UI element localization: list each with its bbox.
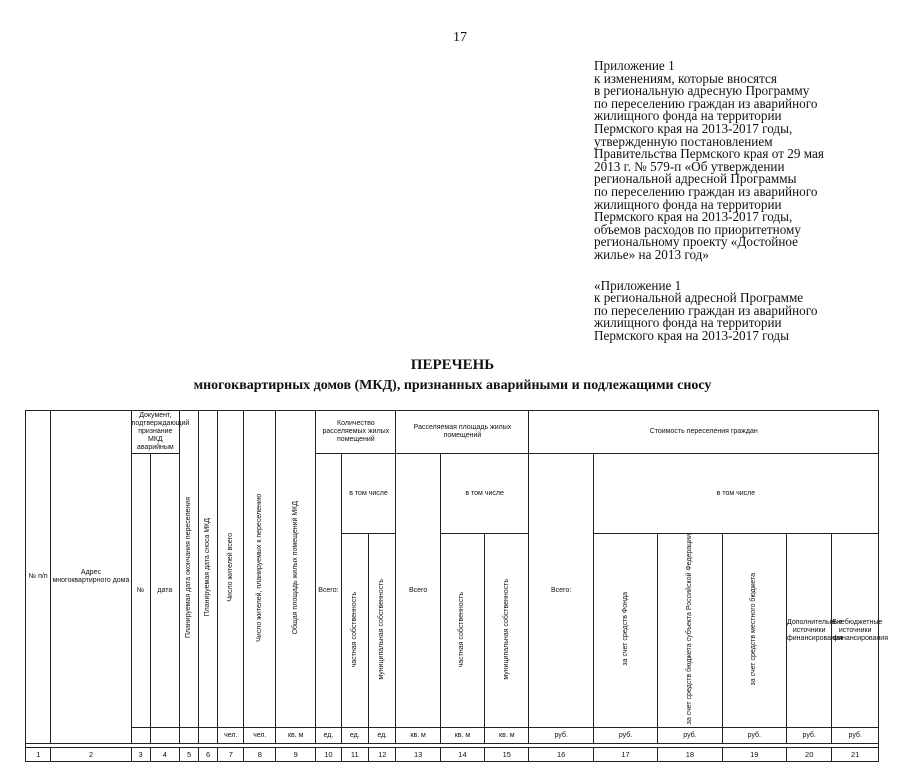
col-header-local-budget: за счет средств местного бюджета [750,572,758,686]
annex-line: к региональной адресной Программе [594,290,804,306]
col-header-area-municipal: муниципальная собственность [502,578,510,680]
col-header-document: Документ, подтверждающий признание МКД аварийным [131,411,180,454]
col-header-planned-end: Планируемая дата окончания переселения [185,497,193,639]
column-number-cell: 7 [218,748,244,762]
unit-cell: кв. м [485,728,529,744]
annex-program-text [594,277,894,343]
col-header-area-private: частная собственность [458,591,466,667]
col-header-quantity-total: Всего: [316,454,341,728]
column-number-cell: 5 [180,748,199,762]
annex-line: жилищного фонда на территории [594,108,782,124]
column-number-cell: 10 [316,748,341,762]
annex-line: по переселению граждан из аварийного [594,302,818,318]
annex-line: жилищного фонда на территории [594,315,782,331]
annex-amendment-text [594,60,894,262]
group-header-cost: Стоимость переселения граждан [529,411,879,454]
buildings-table [25,410,888,762]
col-header-quantity-private: частная собственность [350,591,358,667]
col-header-total-area: Общая площадь жилых помещений МКД [291,500,299,635]
col-header-area-total: Всего [396,454,440,728]
annex-line: по переселению граждан из аварийного [594,183,818,199]
annex-line: жилищного фонда на территории [594,196,782,212]
col-header-quantity-municipal: муниципальная собственность [378,578,386,680]
column-number-cell: 21 [832,748,879,762]
column-number-cell: 16 [529,748,593,762]
group-header-area: Расселяемая площадь жилых помещений [396,411,529,454]
column-number-cell: 2 [51,748,131,762]
col-header-federal-budget: за счет средств бюджета субъекта Российской Федерации [685,534,693,725]
column-number-cell: 1 [26,748,51,762]
col-header-fund-means: за счет средств Фонда [621,592,629,666]
col-header-no: № п/п [26,411,51,744]
unit-cell: руб. [529,728,593,744]
unit-cell: руб. [832,728,879,744]
column-number-cell: 3 [131,748,150,762]
col-header-residents-planned: Число жителей, планируемых к переселению [255,493,263,642]
annex-line: «Приложение 1 [594,277,682,293]
col-header-additional-sources: Дополнительные источники финансирования [787,534,832,728]
unit-cell: руб. [722,728,786,744]
annex-line: Пермского края на 2013-2017 годы [594,327,789,343]
column-number-cell: 19 [722,748,786,762]
unit-cell: кв. м [276,728,316,744]
unit-cell: кв. м [396,728,440,744]
annex-line: объемов расходов по приоритетному [594,221,801,237]
column-number-cell: 12 [369,748,396,762]
unit-cell: руб. [787,728,832,744]
unit-cell: чел. [218,728,244,744]
unit-cell: кв. м [440,728,484,744]
annex-line: Пермского края на 2013-2017 годы, [594,120,793,136]
column-number-cell: 18 [658,748,722,762]
annex-line: 2013 г. № 579-п «Об утверждении [594,158,785,174]
column-number-cell: 4 [150,748,180,762]
column-number-cell: 13 [396,748,440,762]
unit-cell: ед. [369,728,396,744]
subheader-cost-including: в том числе [593,454,878,534]
document-subtitle: многоквартирных домов (МКД), признанных аварийными и подлежащими сносу [193,378,712,393]
page-number: 17 [453,30,467,45]
col-header-planned-demolition: Планируемая дата сноса МКД [204,518,212,617]
unit-cell: ед. [316,728,341,744]
column-number-cell: 6 [199,748,218,762]
col-header-residents-total: Число жителей всего [226,533,234,602]
annex-line: Пермского края на 2013-2017 годы, [594,209,793,225]
annex-block [594,60,894,342]
document-title: ПЕРЕЧЕНЬ [410,357,495,373]
unit-cell: чел. [244,728,276,744]
annex-line: к изменениям, которые вносятся [594,70,777,86]
column-number-cell: 14 [440,748,484,762]
col-header-cost-total: Всего: [529,454,593,728]
group-header-quantity: Количество расселяемых жилых помещений [316,411,396,454]
annex-line: Правительства Пермского края от 29 мая [594,146,824,162]
subheader-quantity-including: в том числе [341,454,396,534]
col-header-extrabudget-sources: Внебюджетные источники финансирования [832,534,879,728]
column-number-cell: 11 [341,748,368,762]
annex-line: в региональную адресную Программу [594,83,810,99]
annex-line: утвержденную постановлением [594,133,773,149]
annex-line: региональному проекту «Достойное [594,234,799,250]
unit-cell: ед. [341,728,368,744]
annex-line: Приложение 1 [594,58,675,73]
col-header-doc-no: № [131,454,150,728]
column-number-cell: 8 [244,748,276,762]
unit-cell: руб. [593,728,657,744]
annex-line: по переселению граждан из аварийного [594,95,818,111]
subheader-area-including: в том числе [440,454,529,534]
annex-line: региональной адресной Программы [594,171,797,187]
unit-cell: руб. [658,728,722,744]
annex-line: жилье» на 2013 год» [594,246,709,262]
column-number-cell: 17 [593,748,657,762]
col-header-address: Адрес многоквартирного дома [51,411,131,744]
column-number-cell: 20 [787,748,832,762]
column-number-cell: 9 [276,748,316,762]
column-number-cell: 15 [485,748,529,762]
col-header-doc-date: дата [150,454,180,728]
